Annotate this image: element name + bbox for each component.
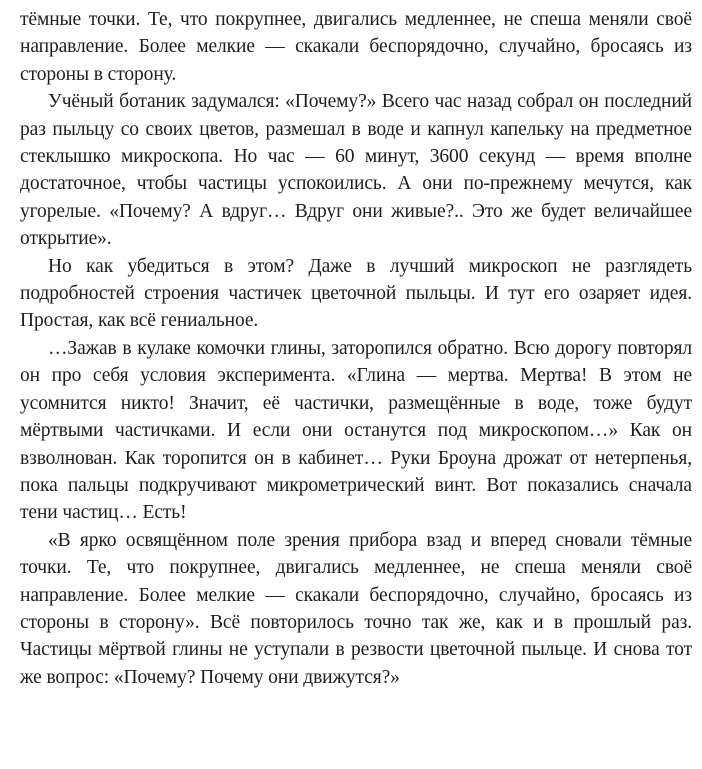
paragraph-experiment: …Зажав в кулаке комочки глины, заторопился обратно. Всю дорогу повторял он про себя условия эксперимента. «Глина — мертва. Мертва! В этом не усомнится никто! Значит, её частички, размещённые в воде, тоже будут мёртвыми частичками. И если они останутся под микроскопом…» Как он взволнован. Как торопится он в кабинет… Руки Броуна дрожат от нетерпенья, пока пальцы подкручивают микрометрический винт. Вот показались сначала тени частиц… Есть! [20, 337, 692, 524]
paragraph-continuation: тёмные точки. Те, что покрупнее, двигались медленнее, не спеша меняли своё направление. Более мелкие — скакали беспорядочно, случайно, бросаясь из стороны в сторону. [20, 9, 692, 85]
paragraph-observation-quote: «В ярко освящённом поле зрения прибора взад и вперед сновали тёмные точки. Те, что покрупнее, двигались медленнее, не спеша меняли своё направление. Более мелкие — скакали беспорядочно, случайно, бросаясь из стороны в сторону». Всё повторилось точно так же, как и в прошлый раз. Частицы мёртвой глины не уступали в резвости цветочной пыльце. И снова тот же вопрос: «Почему? Почему они движутся?» [20, 529, 692, 688]
paragraph-idea: Но как убедиться в этом? Даже в лучший микроскоп не разглядеть подробностей строения частичек цветочной пыльцы. И тут его озаряет идея. Простая, как всё гениальное. [20, 255, 692, 332]
paragraph-botanist-thinks: Учёный ботаник задумался: «Почему?» Всего час назад собрал он последний раз пыльцу со своих цветов, размешал в воде и капнул капельку на предметное стеклышко микроскопа. Но час — 60 минут, 3600 секунд — время вполне достаточное, чтобы частицы успокоились. А они по-прежнему мечутся, как угорелые. «Почему? А вдруг… Вдруг они живые?.. Это же будет величайшее открытие». [20, 91, 692, 250]
